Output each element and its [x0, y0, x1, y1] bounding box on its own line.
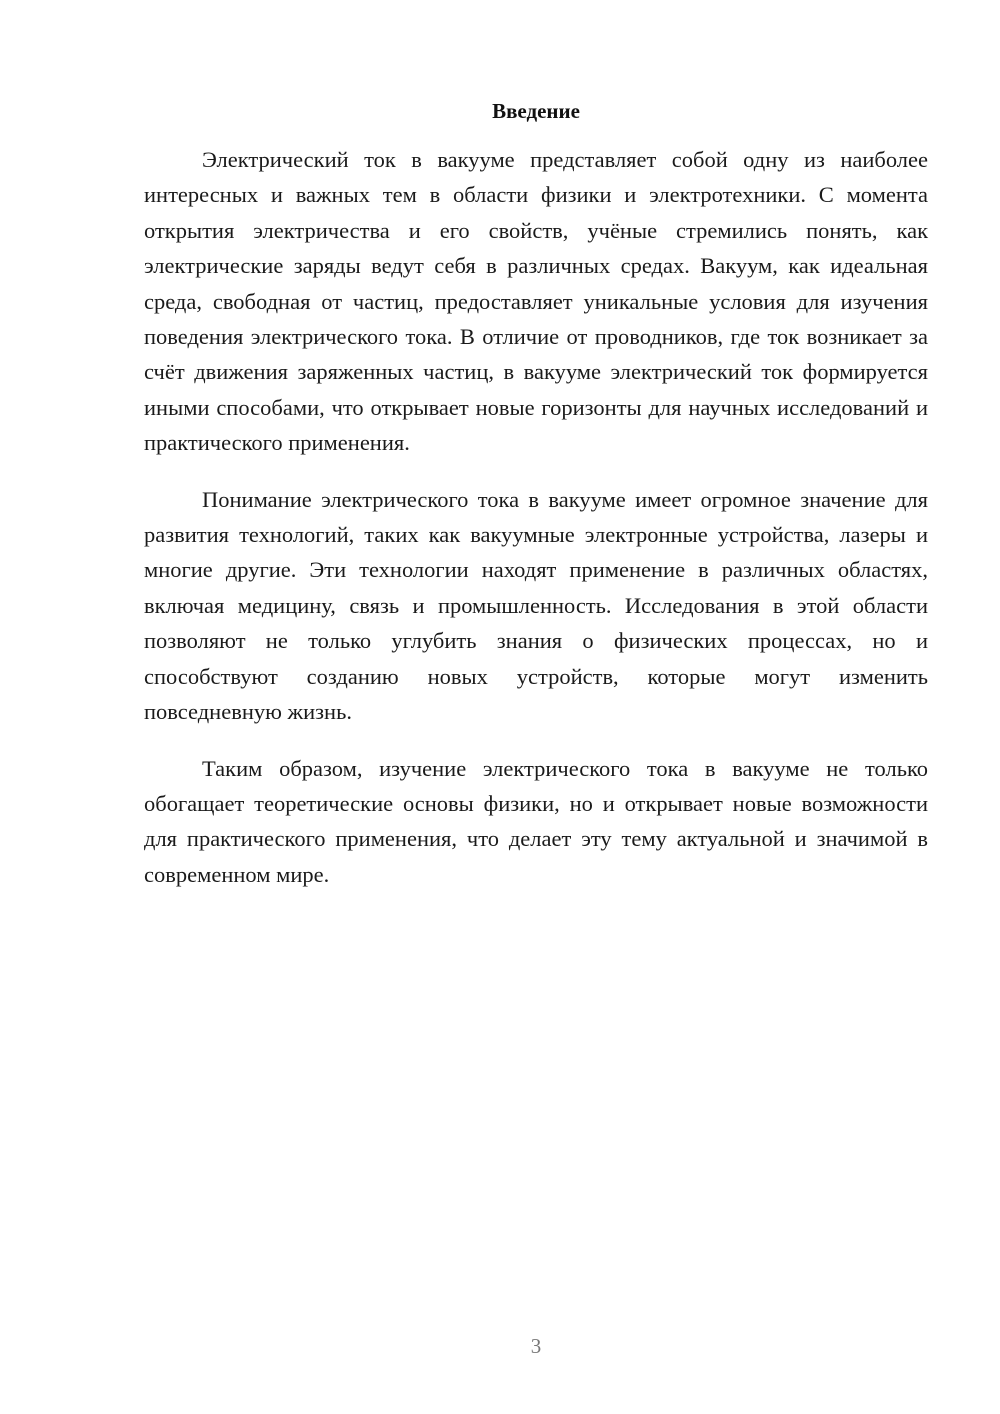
paragraph-1: Электрический ток в вакууме представляет собой одну из наиболее интересных и важных тем в области физики и электротехники. С момента открытия электричества и его свойств, учёные стремились понять, как электрические заряды ведут себя в различных средах. Вакуум, как идеальная среда, свободная от частиц, предоставляет уникальные условия для изучения поведения электрического тока. В отличие от проводников, где ток возникает за счёт движения заряженных частиц, в вакууме электрический ток формируется иными способами, что открывает новые горизонты для научных исследований и практического применения.: [144, 147, 928, 456]
section-heading: Введение: [492, 99, 580, 123]
paragraph-2: Понимание электрического тока в вакууме имеет огромное значение для развития технологий, таких как вакуумные электронные устройства, лазеры и многие другие. Эти технологии находят применение в различных областях, включая медицину, связь и промышленность. Исследования в этой области позволяют не только углубить знания о физических процессах, но и способствуют созданию новых устройств, которые могут изменить повседневную жизнь.: [144, 486, 928, 725]
page-number: 3: [530, 1334, 542, 1358]
paragraph-3: Таким образом, изучение электрического тока в вакууме не только обогащает теоретические основы физики, но и открывает новые возможности для практического применения, что делает эту тему актуальной и значимой в современном мире.: [144, 755, 928, 887]
page-content: [144, 94, 928, 913]
